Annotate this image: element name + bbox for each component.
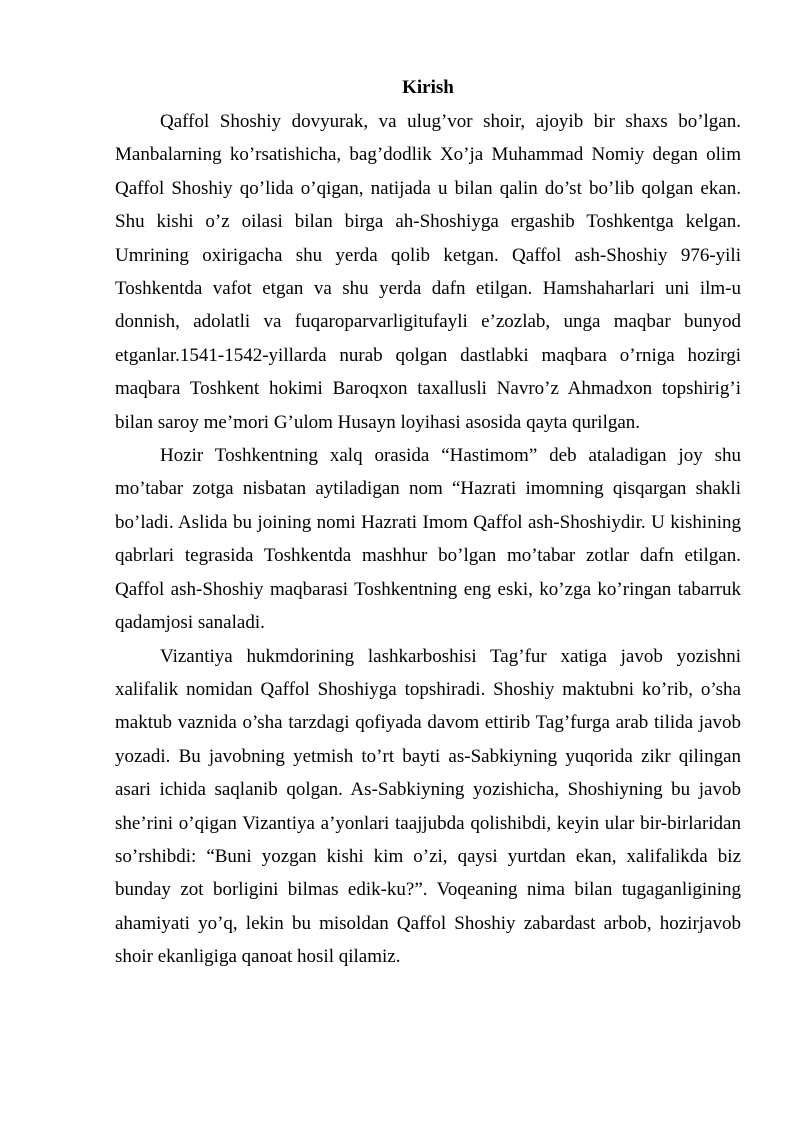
paragraph-1: Qaffol Shoshiy dovyurak, va ulug’vor shoir, ajoyib bir shaxs bo’lgan. Manbalarning ko’rsatishicha, bag’dodlik Xo’ja Muhammad Nomiy degan olim Qaffol Shoshiy qo’lida o’qigan, natijada u bilan qalin do’st bo’lib qolgan ekan. Shu kishi o’z oilasi bilan birga ah-Shoshiyga ergashib Toshkentga kelgan. Umrining oxirigacha shu yerda qolib ketgan. Qaffol ash-Shoshiy 976-yili Toshkentda vafot etgan va shu yerda dafn etilgan. Hamshaharlari uni ilm-u donnish, adolatli va fuqaroparvarligitufayli e’zozlab, unga maqbar bunyod etganlar.1541-1542-yillarda nurab qolgan dastlabki maqbara o’rniga hozirgi maqbara Toshkent hokimi Baroqxon taxallusli Navro’z Ahmadxon topshirig’i bilan saroy me’mori G’ulom Husayn loyihasi asosida qayta qurilgan. [115, 111, 741, 433]
paragraph-2: Hozir Toshkentning xalq orasida “Hastimom” deb ataladigan joy shu mo’tabar zotga nisbatan aytiladigan nom “Hazrati imomning qisqargan shakli bo’ladi. Aslida bu joining nomi Hazrati Imom Qaffol ash-Shoshiydir. U kishining qabrlari tegrasida Toshkentda mashhur bo’lgan mo’tabar zotlar dafn etilgan. Qaffol ash-Shoshiy maqbarasi Toshkentning eng eski, ko’zga ko’ringan tabarruk qadamjosi sanaladi. [115, 445, 741, 634]
document-body [115, 74, 741, 974]
page-title: Kirish [402, 77, 454, 98]
paragraph-3: Vizantiya hukmdorining lashkarboshisi Tag’fur xatiga javob yozishni xalifalik nomidan Qaffol Shoshiyga topshiradi. Shoshiy maktubni ko’rib, o’sha maktub vaznida o’sha tarzdagi qofiyada davom ettirib Tag’furga arab tilida javob yozadi. Bu javobning yetmish to’rt bayti as-Sabkiyning yuqorida zikr qilingan asari ichida saqlanib qolgan. As-Sabkiyning yozishicha, Shoshiyning bu javob she’rini o’qigan Vizantiya a’yonlari taajjubda qolishibdi, keyin ular bir-birlaridan so’rshibdi: “Buni yozgan kishi kim o’zi, qaysi yurtdan ekan, xalifalikda biz bunday zot borligini bilmas edik-ku?”. Voqeaning nima bilan tugaganligining ahamiyati yo’q, lekin bu misoldan Qaffol Shoshiy zabardast arbob, hozirjavob shoir ekanligiga qanoat hosil qilamiz. [115, 645, 741, 968]
